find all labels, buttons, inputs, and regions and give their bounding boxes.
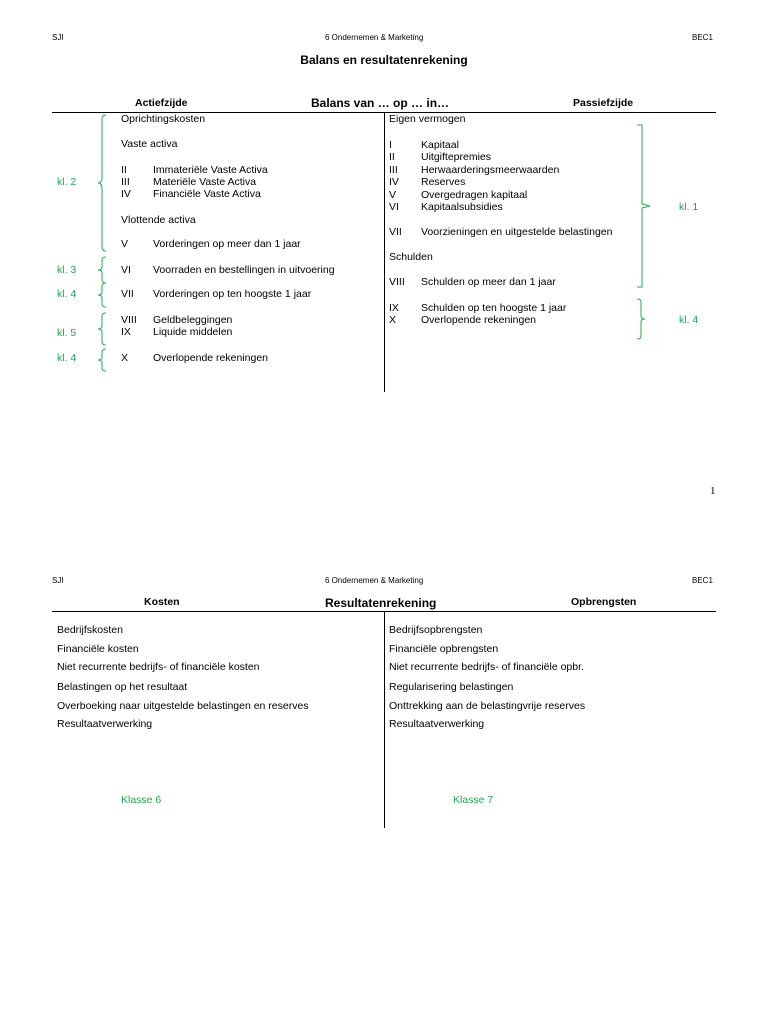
class-label-kl4: kl. 4 [57, 352, 77, 364]
roman-numeral: VIII [389, 276, 405, 288]
page-number: 1 [710, 485, 716, 497]
left-brace-icon [96, 312, 110, 346]
activa-item-label: Overlopende rekeningen [153, 352, 268, 364]
left-brace-icon [96, 114, 110, 252]
actiefzijde-heading: Actiefzijde [135, 97, 188, 109]
eigen-vermogen-heading: Eigen vermogen [389, 113, 466, 125]
roman-numeral: X [389, 314, 397, 326]
activa-item-label: Vorderingen op ten hoogste 1 jaar [153, 288, 312, 300]
class-label-kl4: kl. 4 [679, 314, 699, 326]
kosten-heading: Kosten [144, 596, 180, 608]
activa-item-label: Immateriële Vaste Activa [153, 164, 268, 176]
header-right: BEC1 [692, 576, 713, 585]
activa-item-label: Financiële Vaste Activa [153, 188, 261, 200]
class-label-kl1: kl. 1 [679, 201, 699, 213]
passiva-item-label: Uitgiftepremies [421, 151, 492, 163]
vlottende-activa-heading: Vlottende activa [121, 214, 196, 226]
passiva-item-label: Herwaarderingsmeerwaarden [421, 164, 560, 176]
header-center: 6 Ondernemen & Marketing [325, 576, 424, 585]
opbrengsten-item: Regularisering belastingen [389, 681, 514, 693]
activa-item-label: Vorderingen op meer dan 1 jaar [153, 238, 301, 250]
roman-numeral: VII [121, 288, 134, 300]
opbrengsten-item: Onttrekking aan de belastingvrije reserves [389, 700, 586, 712]
activa-item-label: Materiële Vaste Activa [153, 176, 257, 188]
opbrengsten-item: Bedrijfsopbrengsten [389, 624, 483, 636]
roman-numeral: III [121, 176, 130, 188]
roman-numeral: X [121, 352, 129, 364]
passiefzijde-heading: Passiefzijde [573, 97, 634, 109]
roman-numeral: II [389, 151, 395, 163]
document-title: Balans en resultatenrekening [300, 53, 468, 67]
resultatenrekening-heading: Resultatenrekening [325, 596, 437, 610]
class-label-kl4: kl. 4 [57, 288, 77, 300]
roman-numeral: VI [389, 201, 399, 213]
kosten-item: Belastingen op het resultaat [57, 681, 188, 693]
oprichtingskosten: Oprichtingskosten [121, 113, 206, 125]
opbrengsten-item: Resultaatverwerking [389, 718, 485, 730]
passiva-item-label: Reserves [421, 176, 466, 188]
opbrengsten-item: Niet recurrente bedrijfs- of financiële opbr. [389, 661, 584, 673]
activa-item-label: Liquide middelen [153, 326, 233, 338]
roman-numeral: V [389, 189, 397, 201]
activa-item-label: Voorraden en bestellingen in uitvoering [153, 264, 335, 276]
roman-numeral: IV [121, 188, 131, 200]
class-label-kl5: kl. 5 [57, 327, 77, 339]
roman-numeral: IX [389, 302, 399, 314]
header-right: BEC1 [692, 33, 713, 42]
kosten-item: Overboeking naar uitgestelde belastingen en reserves [57, 700, 309, 712]
resultaten-center-rule [384, 611, 385, 828]
opbrengsten-heading: Opbrengsten [571, 596, 637, 608]
kosten-item: Bedrijfskosten [57, 624, 123, 636]
passiva-item-label: Overlopende rekeningen [421, 314, 536, 326]
kosten-item: Niet recurrente bedrijfs- of financiële kosten [57, 661, 260, 673]
schulden-heading: Schulden [389, 251, 433, 263]
header-center: 6 Ondernemen & Marketing [325, 33, 424, 42]
left-brace-icon [96, 348, 110, 372]
class-label-kl2: kl. 2 [57, 176, 77, 188]
kosten-item: Resultaatverwerking [57, 718, 153, 730]
roman-numeral: VII [389, 226, 402, 238]
class-label-klasse6: Klasse 6 [121, 794, 162, 806]
right-brace-icon [636, 124, 652, 288]
passiva-item-label: Schulden op ten hoogste 1 jaar [421, 302, 567, 314]
header-left: SJI [52, 576, 64, 585]
vaste-activa-heading: Vaste activa [121, 138, 178, 150]
header-left: SJI [52, 33, 64, 42]
roman-numeral: I [389, 139, 392, 151]
kosten-item: Financiële kosten [57, 643, 139, 655]
roman-numeral: IV [389, 176, 399, 188]
activa-item-label: Geldbeleggingen [153, 314, 233, 326]
class-label-klasse7: Klasse 7 [453, 794, 494, 806]
opbrengsten-item: Financiële opbrengsten [389, 643, 499, 655]
roman-numeral: III [389, 164, 398, 176]
balans-center-rule [384, 112, 385, 392]
passiva-item-label: Schulden op meer dan 1 jaar [421, 276, 556, 288]
roman-numeral: VIII [121, 314, 137, 326]
roman-numeral: VI [121, 264, 131, 276]
class-label-kl3: kl. 3 [57, 264, 77, 276]
roman-numeral: II [121, 164, 127, 176]
passiva-item-label: Voorzieningen en uitgestelde belastingen [421, 226, 613, 238]
left-brace-icon [96, 282, 110, 308]
roman-numeral: IX [121, 326, 131, 338]
roman-numeral: V [121, 238, 129, 250]
right-brace-icon [636, 298, 652, 340]
passiva-item-label: Overgedragen kapitaal [421, 189, 528, 201]
passiva-item-label: Kapitaal [421, 139, 459, 151]
balans-heading: Balans van … op … in… [311, 96, 450, 110]
passiva-item-label: Kapitaalsubsidies [421, 201, 503, 213]
left-brace-icon [96, 256, 110, 284]
